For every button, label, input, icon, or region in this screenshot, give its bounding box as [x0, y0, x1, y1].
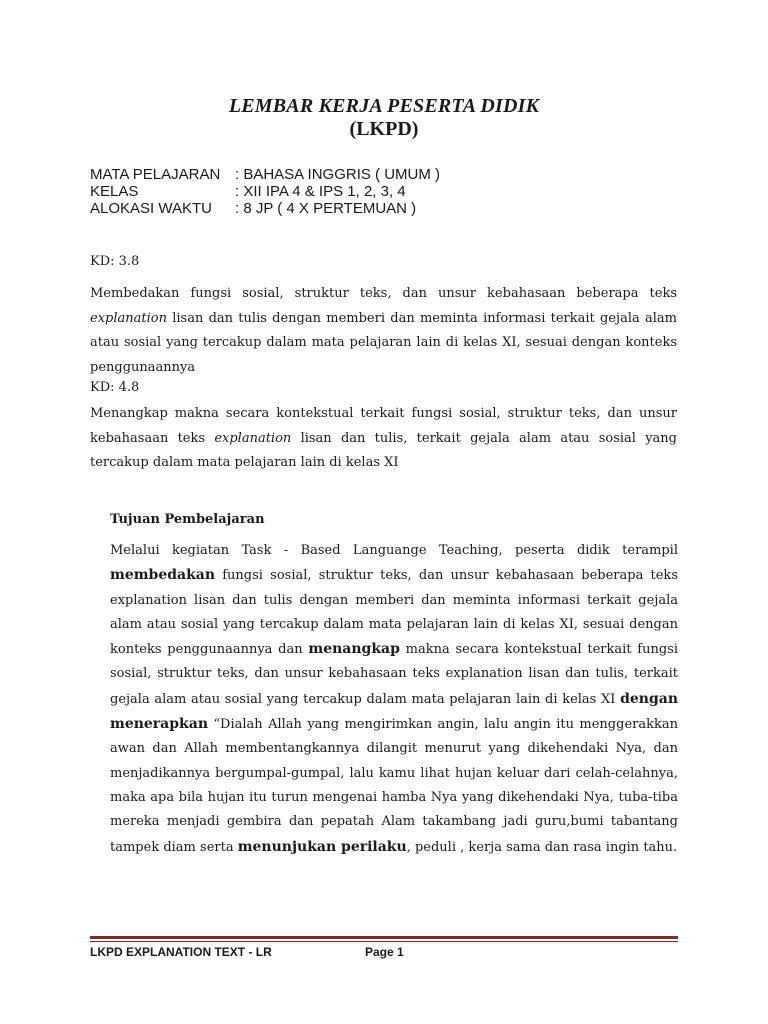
kd1-paragraph [90, 282, 677, 380]
kd2-text-rest: lisan dan tulis, terkait gejala alam atau sosial yang tercakup dalam mata pelajaran lain di kelas XI [90, 430, 677, 470]
meta-value: : 8 JP ( 4 X PERTEMUAN ) [235, 200, 417, 217]
document-subtitle: (LKPD) [349, 118, 419, 140]
meta-key: ALOKASI WAKTU [90, 200, 212, 217]
tujuan-bold: menangkap [308, 641, 400, 658]
page-number: Page 1 [365, 945, 404, 959]
tujuan-text: Melalui kegiatan Task - Based Languange Teaching, peserta didik terampil [110, 543, 678, 558]
tujuan-bold: dengan menerapkan [110, 690, 678, 733]
tujuan-text: , peduli , kerja sama dan rasa ingin tahu. [406, 839, 678, 855]
meta-key: MATA PELAJARAN [90, 166, 221, 183]
footer-rule-thin [90, 941, 678, 942]
kd1-text: Membedakan fungsi sosial, struktur teks, dan unsur kebahasaan beberapa teks [90, 286, 677, 301]
tujuan-text: makna secara kontekstual terkait fungsi sosial, struktur teks, dan unsur kebahasaan teks explanation lisan dan tulis, terkait gejala alam atau sosial yang tercakup dalam mata pelajaran lain di kelas XI [110, 642, 678, 707]
kd2-paragraph [90, 402, 677, 476]
kd1-label: KD: 3.8 [90, 254, 140, 269]
kd2-label: KD: 4.8 [90, 380, 140, 395]
meta-value: : BAHASA INGGRIS ( UMUM ) [235, 166, 441, 183]
section-heading: Tujuan Pembelajaran [110, 512, 265, 527]
kd2-italic: explanation [214, 430, 292, 446]
tujuan-bold: menunjukan perilaku [237, 838, 407, 855]
kd2-text: Menangkap makna secara kontekstual terkait fungsi sosial, struktur teks, dan unsur kebahasaan teks [90, 406, 677, 446]
kd1-italic: explanation [90, 310, 167, 326]
meta-block [90, 166, 440, 217]
tujuan-paragraph [110, 539, 678, 860]
meta-row-subject [90, 166, 440, 183]
footer-rule-thick [90, 936, 678, 939]
document-title: LEMBAR KERJA PESERTA DIDIK [228, 95, 540, 117]
meta-row-class [90, 183, 440, 200]
meta-row-time [90, 200, 440, 217]
meta-key: KELAS [90, 183, 139, 200]
footer-title: LKPD EXPLANATION TEXT - LR [90, 945, 272, 959]
kd1-text-rest: lisan dan tulis dengan memberi dan meminta informasi terkait gejala alam atau sosial yang tercakup dalam mata pelajaran lain di kelas XI, sesuai dengan konteks penggunaannya [90, 310, 677, 375]
tujuan-text: “Dialah Allah yang mengirimkan angin, lalu angin itu menggerakkan awan dan Allah membentangkannya dilangit menurut yang dikehendaki Nya, dan menjadikannya bergumpal-gumpal, lalu kamu lihat hujan keluar dari celah-celahnya, maka apa bila hujan itu turun mengenai hamba Nya yang dikehendaki Nya, tuba-tiba mereka menjadi gembira dan pepatah Alam takambang jadi guru,bumi tabantang tampek diam serta [110, 717, 678, 855]
meta-value: : XII IPA 4 & IPS 1, 2, 3, 4 [235, 183, 406, 200]
tujuan-bold: membedakan [110, 567, 216, 584]
tujuan-text: fungsi sosial, struktur teks, dan unsur kebahasaan beberapa teks explanation lisan dan tulis dengan memberi dan meminta informasi terkait gejala alam atau sosial yang tercakup dalam mata pelajaran lain di kelas XI, sesuai dengan konteks penggunaannya dan [110, 568, 678, 658]
